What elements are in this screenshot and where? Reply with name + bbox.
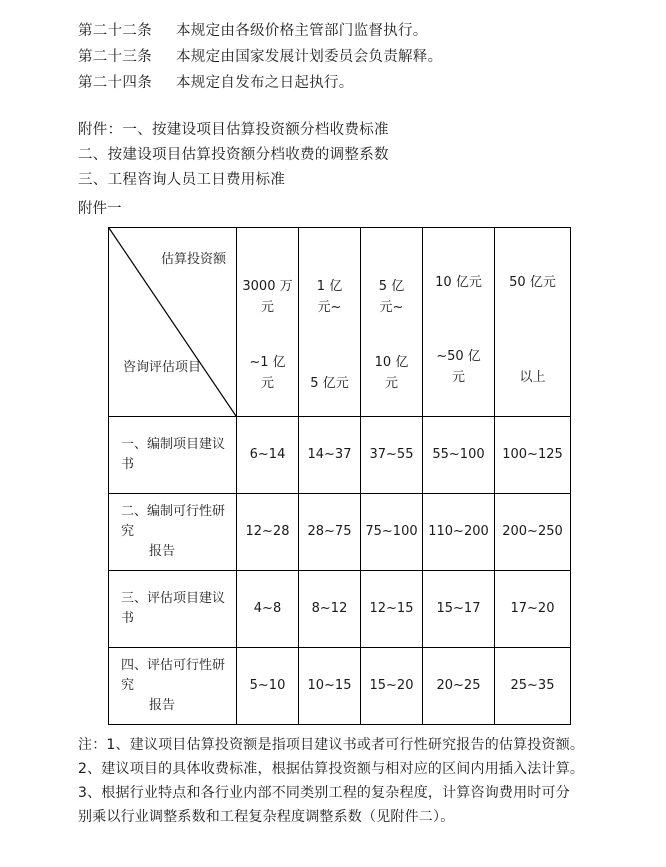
table-cell: 6~14 [237, 417, 299, 494]
table-cell: 200~250 [495, 494, 571, 571]
column-header-bottom-line1: 以上 [519, 370, 546, 385]
article-line [78, 44, 666, 70]
corner-bottom-label: 咨询评估项目 [123, 360, 202, 375]
articles-section [0, 0, 666, 96]
table-cell: 8~12 [299, 571, 361, 648]
column-header-top-line2: 元~ [379, 300, 404, 315]
row-label [109, 571, 237, 648]
row-label [109, 494, 237, 571]
attachment-list [0, 118, 666, 193]
note-line: 3、根据行业特点和各行业内部不同类别工程的复杂程度，计算咨询费用时可分 [78, 785, 570, 801]
row-label-line2: 报告 [149, 698, 176, 713]
row-label [109, 417, 237, 494]
table-cell: 5~10 [237, 648, 299, 725]
column-header-top-line2: 元 [260, 300, 274, 315]
table-cell: 25~35 [495, 648, 571, 725]
table-cell: 15~20 [361, 648, 423, 725]
table-cell: 20~25 [423, 648, 495, 725]
note-line: 注：1、建议项目估算投资额是指项目建议书或者可行性研究报告的估算投资额。 [78, 737, 585, 753]
table-row [109, 494, 571, 571]
table-cell: 15~17 [423, 571, 495, 648]
table-cell: 12~15 [361, 571, 423, 648]
column-header-bottom-line1: ~1 亿 [249, 355, 286, 370]
column-header-bottom-line1: ~50 亿 [436, 349, 481, 364]
attachment-line: 三、工程咨询人员工日费用标准 [78, 172, 286, 188]
column-header-bottom-line1: 10 亿 [374, 355, 409, 370]
table-cell: 12~28 [237, 494, 299, 571]
table-cell: 37~55 [361, 417, 423, 494]
table-corner-cell [109, 228, 237, 417]
column-header-bottom-line2: 元 [451, 370, 465, 385]
attachment-title: 附件一 [78, 201, 122, 217]
column-header [237, 228, 299, 417]
table-cell: 75~100 [361, 494, 423, 571]
row-label-line2: 报告 [149, 544, 176, 559]
attachment-line: 附件：一、按建设项目估算投资额分档收费标准 [78, 122, 389, 138]
row-label-line1: 三、评估项目建议书 [121, 591, 226, 626]
attachment-line: 二、按建设项目估算投资额分档收费的调整系数 [78, 147, 389, 163]
table-cell: 10~15 [299, 648, 361, 725]
article-text: 本规定由国家发展计划委员会负责解释。 [176, 49, 443, 65]
column-header-bottom-line2: 元 [384, 376, 398, 391]
note-line: 别乘以行业调整系数和工程复杂程度调整系数（见附件二）。 [78, 809, 455, 825]
table-cell: 100~125 [495, 417, 571, 494]
column-header-top-line2: 元~ [317, 300, 342, 315]
table-row [109, 417, 571, 494]
row-label-line1: 四、评估可行性研究 [121, 658, 226, 693]
fee-standard-table [108, 227, 571, 725]
table-cell: 17~20 [495, 571, 571, 648]
article-line [78, 70, 666, 96]
column-header [361, 228, 423, 417]
column-header [299, 228, 361, 417]
article-number: 第二十三条 [78, 49, 152, 65]
article-text: 本规定由各级价格主管部门监督执行。 [176, 23, 428, 39]
row-label-line1: 二、编制可行性研究 [121, 504, 226, 539]
column-header-top-line1: 10 亿元 [435, 275, 482, 290]
table-row [109, 648, 571, 725]
row-label-line1: 一、编制项目建议书 [121, 437, 226, 472]
table-cell: 4~8 [237, 571, 299, 648]
article-number: 第二十二条 [78, 23, 152, 39]
column-header-top-line1: 1 亿 [316, 279, 343, 294]
column-header-top-line1: 50 亿元 [509, 275, 556, 290]
table-notes [0, 725, 666, 829]
column-header-bottom-line1: 5 亿元 [310, 376, 349, 391]
column-header [423, 228, 495, 417]
column-header [495, 228, 571, 417]
note-line: 2、建议项目的具体收费标准，根据估算投资额与相对应的区间内用插入法计算。 [78, 761, 585, 777]
table-cell: 55~100 [423, 417, 495, 494]
article-number: 第二十四条 [78, 75, 152, 91]
table-row [109, 571, 571, 648]
table-cell: 28~75 [299, 494, 361, 571]
corner-top-label: 估算投资额 [160, 252, 226, 267]
column-header-top-line1: 3000 万 [242, 279, 293, 294]
fee-table-container [108, 227, 570, 725]
table-cell: 14~37 [299, 417, 361, 494]
article-line [78, 18, 666, 44]
table-cell: 110~200 [423, 494, 495, 571]
column-header-bottom-line2: 元 [260, 376, 274, 391]
table-header-row [109, 228, 571, 417]
article-text: 本规定自发布之日起执行。 [176, 75, 354, 91]
column-header-top-line1: 5 亿 [378, 279, 405, 294]
row-label [109, 648, 237, 725]
